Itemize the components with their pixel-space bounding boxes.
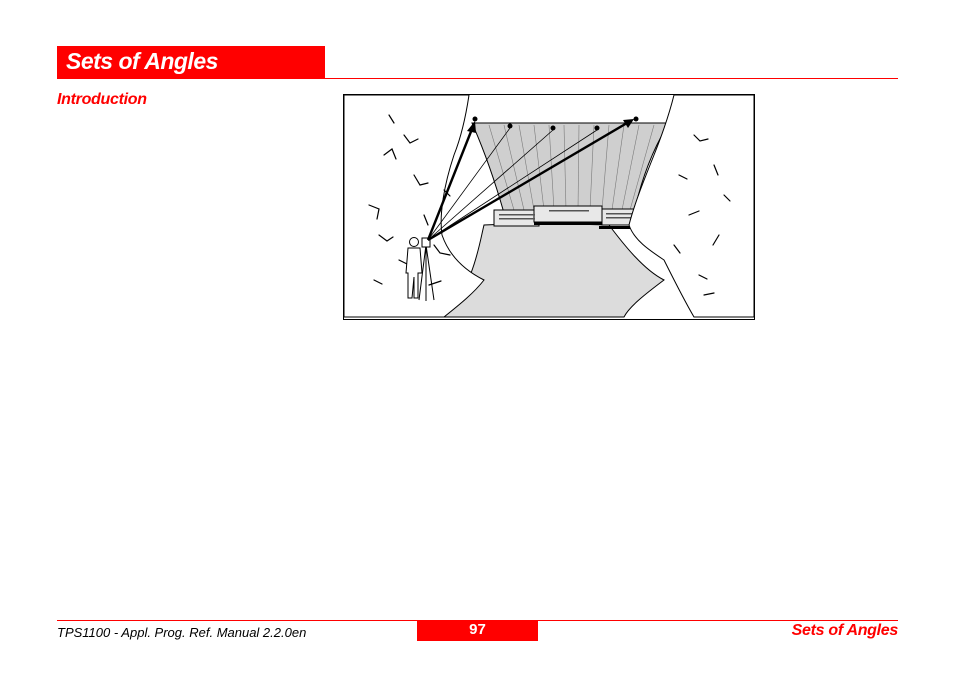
page-title: Sets of Angles [66, 48, 218, 74]
manual-reference: TPS1100 - Appl. Prog. Ref. Manual 2.2.0en [57, 625, 307, 640]
page-number: 97 [417, 620, 538, 641]
chapter-title: Sets of Angles [791, 622, 898, 639]
section-heading: Introduction [57, 91, 147, 108]
dam-survey-illustration [343, 94, 755, 320]
title-rule [57, 78, 898, 79]
